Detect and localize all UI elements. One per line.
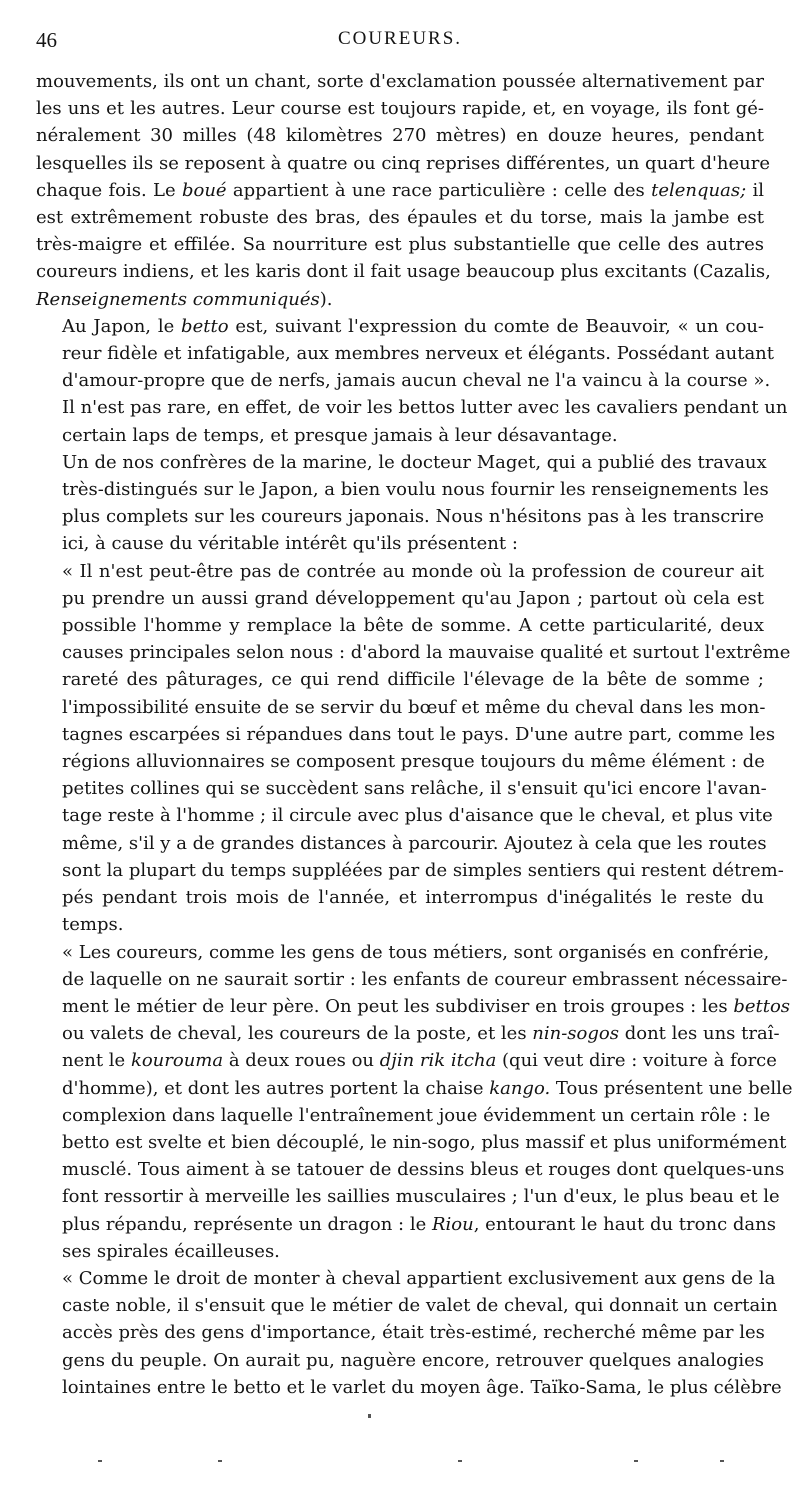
text-run: plus complets sur les coureurs japonais. Nous n'hésitons pas à les transcrire — [62, 506, 764, 528]
text-run: , entourant le haut du tronc dans — [473, 1213, 776, 1235]
running-head: COUREURS. — [337, 28, 463, 49]
text-run: appartient à une race particulière : celle des — [226, 179, 652, 201]
text-run: « Comme le droit de monter à cheval appartient exclusivement aux gens de la — [62, 1267, 776, 1289]
text-line — [36, 530, 764, 557]
text-run: complexion dans laquelle l'entraînement joue évidemment un certain rôle : le — [62, 1104, 771, 1126]
text-line — [36, 585, 764, 612]
paragraph — [36, 313, 788, 449]
text-run: il — [746, 179, 764, 201]
paragraph — [36, 939, 793, 1265]
text-line — [36, 313, 764, 340]
text-run: (qui veut dire : voiture à force — [496, 1050, 777, 1072]
text-line — [36, 231, 764, 258]
text-run: temps. — [62, 914, 124, 936]
text-line — [36, 476, 769, 503]
text-run: lointaines entre le betto et le varlet du moyen âge. Taïko-Sama, le plus célèbre — [62, 1376, 782, 1398]
text-run: Un de nos confrères de la marine, le docteur Maget, qui a publié des travaux — [62, 451, 767, 473]
text-line — [36, 939, 770, 966]
paragraph — [36, 449, 769, 558]
text-line — [36, 367, 771, 394]
text-run: reur fidèle et infatigable, aux membres nerveux et élégants. Possédant autant — [62, 343, 775, 365]
italic-text: kourouma — [130, 1050, 224, 1072]
text-line — [36, 911, 764, 938]
text-run: tagnes escarpées si répandues dans tout le pays. D'une autre part, comme les — [62, 723, 776, 745]
scan-speck — [634, 1460, 638, 1462]
scan-speck — [98, 1460, 102, 1462]
text-run: mouvements, ils ont un chant, sorte d'exclamation poussée alternativement par — [36, 71, 764, 92]
text-run: plus répandu, représente un dragon : le — [62, 1213, 432, 1235]
text-run: causes principales selon nous : d'abord la mauvaise qualité et surtout l'extrême — [62, 642, 791, 664]
text-run: ). — [319, 288, 333, 310]
text-run: « Il n'est peut-être pas de contrée au monde où la profession de coureur ait — [62, 560, 764, 582]
text-line — [36, 993, 791, 1020]
scan-specks — [0, 1400, 800, 1480]
text-line — [36, 1292, 778, 1319]
text-line — [36, 1374, 782, 1401]
paragraph — [36, 558, 791, 939]
text-line — [36, 1347, 764, 1374]
paragraph — [36, 1265, 782, 1401]
text-run: tage reste à l'homme ; il circule avec plus d'aisance que le cheval, et plus vite — [62, 805, 773, 827]
text-run: rareté des pâturages, ce qui rend difficile l'élevage de la bête de somme ; — [62, 669, 764, 691]
text-run: ici, à cause du véritable intérêt qu'ils présentent : — [62, 533, 518, 555]
text-run: très-maigre et effilée. Sa nourriture est plus substantielle que celle des autres — [36, 234, 764, 256]
text-line — [36, 830, 767, 857]
text-run: très-distingués sur le Japon, a bien voulu nous fournir les renseignements les — [62, 479, 769, 501]
page-number: 46 — [36, 28, 57, 52]
text-run: lesquelles ils se reposent à quatre ou cinq reprises différentes, un quart d'heure — [36, 152, 771, 174]
text-run: régions alluvionnaires se composent presque toujours du même élément : de — [62, 751, 765, 773]
text-line — [36, 639, 791, 666]
text-line — [36, 966, 788, 993]
text-line — [36, 1047, 777, 1074]
text-line — [36, 721, 776, 748]
italic-text: bettos — [733, 995, 791, 1017]
text-line — [36, 394, 788, 421]
text-run: de laquelle on ne saurait sortir : les enfants de coureur embrassent nécessaire- — [62, 968, 788, 990]
text-line — [36, 68, 764, 95]
text-run: musclé. Tous aiment à se tatouer de dessins bleus et rouges dont quelques-uns — [62, 1159, 785, 1181]
text-run: d'amour-propre que de nerfs, jamais aucun cheval ne l'a vaincu à la course ». — [62, 370, 771, 392]
text-run: est, suivant l'expression du comte de Beauvoir, « un cou- — [228, 315, 764, 337]
text-run: pu prendre un aussi grand développement qu'au Japon ; partout où cela est — [62, 587, 764, 609]
text-run: les uns et les autres. Leur course est toujours rapide, et, en voyage, ils font gé- — [36, 98, 764, 120]
text-run: ou valets de cheval, les coureurs de la poste, et les — [62, 1023, 533, 1045]
text-line — [36, 286, 764, 313]
text-line — [36, 1020, 780, 1047]
body-text — [36, 68, 793, 1401]
text-line — [36, 802, 773, 829]
text-run: nent le — [62, 1050, 131, 1072]
text-run: caste noble, il s'ensuit que le métier de valet de cheval, qui donnait un certain — [62, 1295, 778, 1317]
italic-text: Riou — [431, 1213, 474, 1235]
text-line — [36, 694, 764, 721]
text-run: l'impossibilité ensuite de se servir du bœuf et même du cheval dans les mon- — [62, 696, 766, 718]
text-line — [36, 1156, 785, 1183]
text-line — [36, 1102, 771, 1129]
text-run: font ressortir à merveille les saillies musculaires ; l'un d'eux, le plus beau et le — [62, 1186, 780, 1208]
italic-text: betto — [181, 315, 229, 337]
italic-text: nin-sogos — [532, 1023, 619, 1045]
text-run: ses spirales écailleuses. — [62, 1240, 280, 1262]
text-run: dont les uns traî- — [618, 1023, 780, 1045]
text-line — [36, 340, 775, 367]
text-run: possible l'homme y remplace la bête de somme. A cette particularité, deux — [62, 615, 764, 637]
italic-text: telenquas; — [651, 179, 747, 201]
text-line — [36, 177, 764, 204]
scan-speck — [368, 1414, 371, 1418]
text-line — [36, 857, 784, 884]
text-run: certain laps de temps, et presque jamais à leur désavantage. — [62, 424, 618, 446]
text-line — [36, 1265, 776, 1292]
text-line — [36, 1075, 793, 1102]
text-line — [36, 449, 767, 476]
text-line — [36, 1183, 780, 1210]
text-line — [36, 884, 764, 911]
text-line — [36, 1211, 776, 1238]
text-run: pés pendant trois mois de l'année, et interrompus d'inégalités le reste du — [62, 887, 764, 909]
italic-text: djin rik itcha — [379, 1050, 497, 1072]
text-run: néralement 30 milles (48 kilomètres 270 mètres) en douze heures, pendant — [36, 125, 764, 147]
text-line — [36, 612, 764, 639]
text-line — [36, 1129, 787, 1156]
italic-text: Renseignements communiqués — [36, 288, 320, 310]
text-run: Tous présentent une belle — [550, 1077, 793, 1099]
text-line — [36, 258, 771, 285]
text-run: à deux roues ou — [223, 1050, 380, 1072]
text-line — [36, 558, 764, 585]
text-run: petites collines qui se succèdent sans relâche, il s'ensuit qu'ici encore l'avan- — [62, 778, 767, 800]
text-line — [36, 775, 767, 802]
text-run: d'homme), et dont les autres portent la chaise — [62, 1077, 490, 1099]
text-run: Au Japon, le — [62, 315, 182, 337]
text-run: « Les coureurs, comme les gens de tous métiers, sont organisés en confrérie, — [62, 941, 770, 963]
text-line — [36, 1238, 764, 1265]
text-run: accès près des gens d'importance, était très-estimé, recherché même par les — [62, 1322, 765, 1344]
text-run: chaque fois. Le — [36, 179, 182, 201]
text-line — [36, 122, 764, 149]
text-run: sont la plupart du temps suppléées par de simples sentiers qui restent détrem- — [62, 859, 784, 881]
scan-speck — [458, 1460, 462, 1462]
italic-text: kango. — [489, 1077, 551, 1099]
italic-text: boué — [181, 179, 227, 201]
text-line — [36, 204, 764, 231]
paragraph — [36, 68, 771, 313]
text-run: gens du peuple. On aurait pu, naguère encore, retrouver quelques analogies — [62, 1349, 764, 1371]
page-header — [36, 22, 764, 62]
text-line — [36, 95, 764, 122]
text-line — [36, 422, 764, 449]
text-line — [36, 1319, 764, 1346]
text-line — [36, 748, 764, 775]
text-run: betto est svelte et bien découplé, le nin-sogo, plus massif et plus uniformément — [62, 1131, 787, 1153]
text-line — [36, 150, 771, 177]
text-run: ment le métier de leur père. On peut les subdiviser en trois groupes : les — [62, 995, 734, 1017]
text-run: coureurs indiens, et les karis dont il fait usage beaucoup plus excitants (Cazalis, — [36, 261, 771, 283]
text-line — [36, 503, 764, 530]
scan-speck — [218, 1460, 222, 1462]
text-run: est extrêmement robuste des bras, des épaules et du torse, mais la jambe est — [36, 207, 764, 229]
scan-speck — [720, 1460, 724, 1462]
text-run: Il n'est pas rare, en effet, de voir les bettos lutter avec les cavaliers pendant un — [62, 397, 788, 419]
text-run: même, s'il y a de grandes distances à parcourir. Ajoutez à cela que les routes — [62, 832, 767, 854]
text-line — [36, 666, 764, 693]
